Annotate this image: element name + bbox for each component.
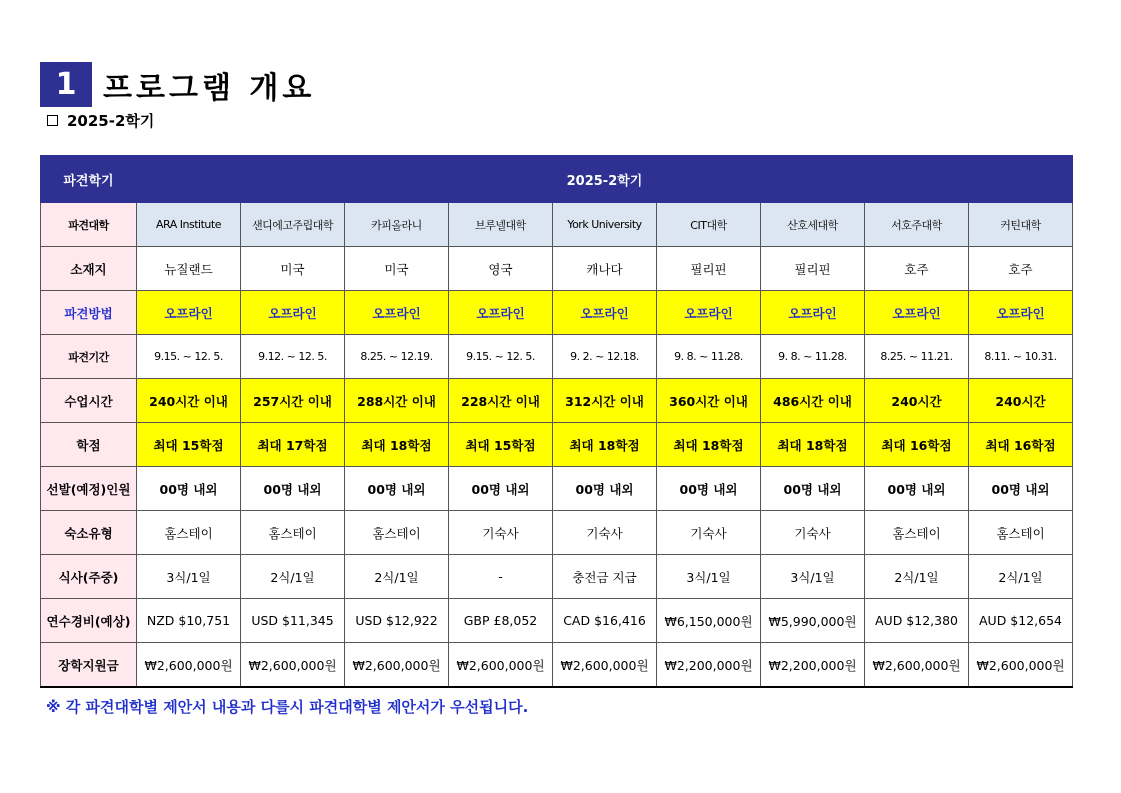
row-label: 식사(주중) (41, 555, 137, 599)
table-cell: 9.15. ~ 12. 5. (137, 335, 241, 379)
table-cell: 8.25. ~ 11.21. (865, 335, 969, 379)
table-cell: 홈스테이 (969, 511, 1073, 555)
table-cell: 312시간 이내 (553, 379, 657, 423)
table-cell: 산호세대학 (761, 203, 865, 247)
table-cell: 기숙사 (449, 511, 553, 555)
table-cell: 최대 18학점 (657, 423, 761, 467)
table-cell: 카피올라니 (345, 203, 449, 247)
table-cell: 288시간 이내 (345, 379, 449, 423)
table-cell: ₩2,600,000원 (137, 643, 241, 688)
table-cell: GBP £8,052 (449, 599, 553, 643)
row-label: 연수경비(예상) (41, 599, 137, 643)
row-label: 숙소유형 (41, 511, 137, 555)
table-cell: ₩6,150,000원 (657, 599, 761, 643)
table-cell: 8.25. ~ 12.19. (345, 335, 449, 379)
table-cell: AUD $12,380 (865, 599, 969, 643)
table-row-meals (41, 555, 1073, 599)
table-cell: 홈스테이 (345, 511, 449, 555)
table-cell: 00명 내외 (657, 467, 761, 511)
table-cell: AUD $12,654 (969, 599, 1073, 643)
table-cell: 필리핀 (761, 247, 865, 291)
table-cell: 서호주대학 (865, 203, 969, 247)
table-cell: ₩2,600,000원 (345, 643, 449, 688)
table-cell: 00명 내외 (137, 467, 241, 511)
table-cell: 오프라인 (345, 291, 449, 335)
table-cell: 00명 내외 (553, 467, 657, 511)
semester-value-cell: 2025-2학기 (137, 156, 1073, 203)
table-cell: 3식/1일 (761, 555, 865, 599)
table-cell: 최대 16학점 (865, 423, 969, 467)
table-cell: 브루넬대학 (449, 203, 553, 247)
table-cell: 커틴대학 (969, 203, 1073, 247)
table-cell: 오프라인 (553, 291, 657, 335)
table-cell: 8.11. ~ 10.31. (969, 335, 1073, 379)
table-row-period (41, 335, 1073, 379)
table-row-class-hours (41, 379, 1073, 423)
table-cell: USD $11,345 (241, 599, 345, 643)
table-cell: ₩2,600,000원 (969, 643, 1073, 688)
table-cell: 미국 (345, 247, 449, 291)
table-cell: 00명 내외 (761, 467, 865, 511)
table-cell: 9. 2. ~ 12.18. (553, 335, 657, 379)
table-row-scholarship (41, 643, 1073, 688)
table-row-selection-count (41, 467, 1073, 511)
program-overview-table (40, 155, 1073, 688)
table-cell: ₩2,600,000원 (241, 643, 345, 688)
table-cell: 오프라인 (241, 291, 345, 335)
table-cell: 최대 18학점 (553, 423, 657, 467)
table-cell: ₩2,600,000원 (449, 643, 553, 688)
table-cell: 00명 내외 (241, 467, 345, 511)
table-cell: 최대 18학점 (761, 423, 865, 467)
table-cell: York University (553, 203, 657, 247)
table-cell: 9. 8. ~ 11.28. (761, 335, 865, 379)
table-cell: 2식/1일 (969, 555, 1073, 599)
table-cell: 기숙사 (761, 511, 865, 555)
table-cell: ₩2,600,000원 (553, 643, 657, 688)
table-cell: 충전금 지급 (553, 555, 657, 599)
table-cell: 오프라인 (865, 291, 969, 335)
table-cell: 홈스테이 (241, 511, 345, 555)
table-row-credits (41, 423, 1073, 467)
table-cell: 필리핀 (657, 247, 761, 291)
table-cell: 2식/1일 (865, 555, 969, 599)
semester-subtitle (47, 110, 154, 130)
table-cell: 228시간 이내 (449, 379, 553, 423)
table-cell: 뉴질랜드 (137, 247, 241, 291)
page-title: 프로그램 개요 (103, 70, 316, 106)
table-cell: CIT대학 (657, 203, 761, 247)
row-label: 파견방법 (41, 291, 137, 335)
table-row-method (41, 291, 1073, 335)
table-cell: 홈스테이 (137, 511, 241, 555)
table-header-row (41, 156, 1073, 203)
row-label: 선발(예정)인원 (41, 467, 137, 511)
table-row-cost (41, 599, 1073, 643)
table-row-housing (41, 511, 1073, 555)
table-cell: 오프라인 (449, 291, 553, 335)
table-cell: 3식/1일 (657, 555, 761, 599)
table-cell: 240시간 이내 (137, 379, 241, 423)
section-number-badge (40, 62, 92, 107)
semester-subtitle-text: 2025-2학기 (67, 111, 155, 130)
table-row-university (41, 203, 1073, 247)
table-cell: 호주 (865, 247, 969, 291)
table-cell: 9.15. ~ 12. 5. (449, 335, 553, 379)
row-label: 장학지원금 (41, 643, 137, 688)
footnote: ※ 각 파견대학별 제안서 내용과 다를시 파견대학별 제안서가 우선됩니다. (46, 698, 529, 716)
table-cell: 240시간 (865, 379, 969, 423)
table-row-location (41, 247, 1073, 291)
table-cell: 2식/1일 (241, 555, 345, 599)
table-cell: 미국 (241, 247, 345, 291)
table-cell: 오프라인 (761, 291, 865, 335)
table-cell: 9. 8. ~ 11.28. (657, 335, 761, 379)
table-cell: 영국 (449, 247, 553, 291)
row-label: 학점 (41, 423, 137, 467)
row-label: 파견대학 (41, 203, 137, 247)
table-cell: 00명 내외 (345, 467, 449, 511)
table-cell: ₩2,600,000원 (865, 643, 969, 688)
table-cell: USD $12,922 (345, 599, 449, 643)
table-cell: 기숙사 (657, 511, 761, 555)
section-number: 1 (55, 67, 77, 102)
table-cell: 240시간 (969, 379, 1073, 423)
row-label: 수업시간 (41, 379, 137, 423)
table-cell: 2식/1일 (345, 555, 449, 599)
table-cell: 3식/1일 (137, 555, 241, 599)
table-cell: 기숙사 (553, 511, 657, 555)
table-cell: 호주 (969, 247, 1073, 291)
table-cell: 486시간 이내 (761, 379, 865, 423)
table-cell: 캐나다 (553, 247, 657, 291)
table-cell: 최대 18학점 (345, 423, 449, 467)
table-cell: 샌디에고주립대학 (241, 203, 345, 247)
table-cell: 홈스테이 (865, 511, 969, 555)
table-cell: 00명 내외 (865, 467, 969, 511)
row-label: 파견기간 (41, 335, 137, 379)
table-cell: 00명 내외 (969, 467, 1073, 511)
table-cell: ARA Institute (137, 203, 241, 247)
table-cell: ₩5,990,000원 (761, 599, 865, 643)
semester-label-cell: 파견학기 (41, 156, 137, 203)
table-cell: 최대 16학점 (969, 423, 1073, 467)
table-cell: 오프라인 (137, 291, 241, 335)
table-cell: NZD $10,751 (137, 599, 241, 643)
table-cell: 오프라인 (969, 291, 1073, 335)
row-label: 소재지 (41, 247, 137, 291)
table-cell: ₩2,200,000원 (657, 643, 761, 688)
table-cell: 9.12. ~ 12. 5. (241, 335, 345, 379)
table-cell: 최대 15학점 (449, 423, 553, 467)
table-cell: 오프라인 (657, 291, 761, 335)
checkbox-square-icon (47, 115, 58, 126)
table-cell: 최대 17학점 (241, 423, 345, 467)
table-cell: 00명 내외 (449, 467, 553, 511)
table-cell: 최대 15학점 (137, 423, 241, 467)
table-cell: ₩2,200,000원 (761, 643, 865, 688)
table-cell: CAD $16,416 (553, 599, 657, 643)
table-cell: 257시간 이내 (241, 379, 345, 423)
table-cell: - (449, 555, 553, 599)
table-cell: 360시간 이내 (657, 379, 761, 423)
